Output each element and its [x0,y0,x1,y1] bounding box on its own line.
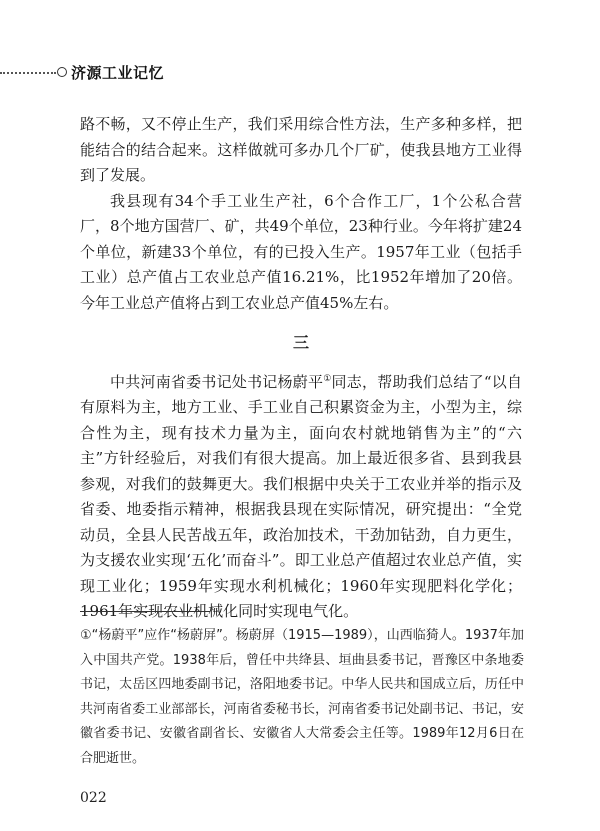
section-heading: 三 [292,333,309,352]
paragraph-statistics: 我县现有34个手工业生产社，6个合作工厂，1个公私合营厂，8个地方国营厂、矿，共49个单位，23种行业。今年将扩建24个单位，新建33个单位，有的已投入生产。1957年工业（包括手工业）总产值占工农业总产值16.21%，比1952年增加了20倍。今年工业总产值将占到工农业总产值45%左右。 [80,191,522,312]
book-title: 济源工业记忆 [71,64,165,82]
header-dotted-line [0,72,56,74]
main-text [80,112,522,625]
footnote: ①“杨蔚平”应作“杨蔚屏”。杨蔚屏（1915—1989），山西临猗人。1937年加入中国共产党。1938年后，曾任中共绛县、垣曲县委书记，晋豫区中条地委书记，太岳区四地委副书记，洛阳地委书记。中华人民共和国成立后，历任中共河南省委工业部部长，河南省委秘书长，河南省委书记处副书记、书记，安徽省委书记、安徽省副省长、安徽省人大常委会主任等。1989年12月6日在合肥逝世。 [80,628,524,766]
paragraph-text-start: 中共河南省委书记处书记杨蔚平 [110,372,324,391]
running-header [0,62,300,84]
paragraph-text-rest: 同志，帮助我们总结了“以自有原料为主，地方工业、手工业自己积累资金为主，小型为主，综合性为主，现有技术力量为主，面向农村就地销售为主”的“六主”方针经验后，对我们有很大提高。加上最近很多省、县到我县参观，对我们的鼓舞更大。我们根据中央关于工农业并举的指示及省委、地委指示精神，根据我县现在实际情况，研究提出：“全党动员，全县人民苦战五年，政治加技术，干劲加钻劲，自力更生，为支援农业实现‘五化’而奋斗”。即工业总产值超过农业总产值，实现工业化；1959年实现水利机械化；1960年实现肥料化学化；1961年实现农业机械化同时实现电气化。 [80,372,522,620]
header-circle-ornament [57,67,67,77]
page-number: 022 [80,790,107,806]
paragraph-continued: 路不畅，又不停止生产，我们采用综合性方法，生产多种多样，把能结合的结合起来。这样做就可多办几个厂矿，使我县地方工业得到了发展。 [80,115,522,184]
footnote-reference[interactable]: ① [323,373,332,384]
paragraph-six-principles [80,370,522,625]
footnote-separator [80,611,210,612]
